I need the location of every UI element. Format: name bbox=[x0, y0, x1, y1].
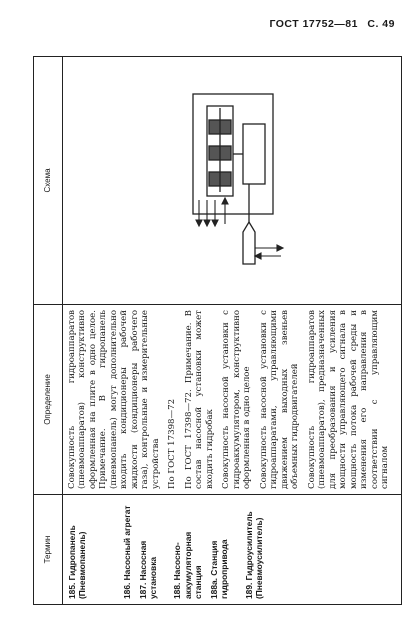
definition-185: Совокупность гидроаппаратов (пневмоаппаратов) конструктивно оформленная на плите в одно целое. Примечание. В гидропанель (пневмопанель) могут дополнительно входить кондиционеры рабочей жидкости (кондиционеры рабочего газа), контрольные и измерительные устройства bbox=[67, 310, 161, 489]
arrow-icon bbox=[277, 245, 283, 251]
definition-cell bbox=[63, 305, 402, 495]
term-188: 188. Насосно-аккумуляторная станция bbox=[172, 531, 203, 599]
definition-187: По ГОСТ 17398—72. Примечание. В состав насосной установки может входить гидробак bbox=[183, 310, 215, 489]
term-188a: 188а. Станция гидропривода bbox=[209, 539, 230, 599]
arrow-icon bbox=[196, 220, 202, 226]
term-189: 189. Гидроусилитель (Пневмоусилитель) bbox=[243, 511, 264, 599]
table-header-row bbox=[34, 57, 63, 605]
nozzle-shape bbox=[243, 222, 255, 264]
rotated-table bbox=[33, 57, 391, 605]
arrow-icon bbox=[255, 253, 261, 259]
header-scheme: Схема bbox=[34, 57, 63, 305]
page-number: С. 49 bbox=[367, 18, 395, 30]
term-185: 185. Гидропанель (Пневмопанель) bbox=[67, 525, 88, 599]
header-term: Термин bbox=[34, 495, 63, 605]
page-header bbox=[263, 18, 395, 30]
header-definition: Определение bbox=[34, 305, 63, 495]
term-cell bbox=[63, 495, 402, 605]
definition-189: Совокупность гидроаппаратов (пневмоаппаратов), предназначенных для преобразования и усиления мощности управляющего сигнала в мощность потока рабочей среды и изменения его направления в соответствии с управляющим сигналом bbox=[306, 310, 391, 489]
definition-186: По ГОСТ 17398—72 bbox=[167, 398, 178, 489]
standard-number: ГОСТ 17752—81 bbox=[269, 18, 358, 30]
arrow-icon bbox=[212, 220, 218, 226]
definition-188a: Совокупность насосной установки с гидроаппаратами, управляющими движением выходных звеньев объемных гидродвигателей bbox=[258, 310, 301, 489]
definition-188: Совокупность насосной установки с гидроаккумулятором, конструктивно оформленная в одно целое bbox=[221, 310, 253, 489]
terms-table bbox=[33, 56, 402, 605]
scheme-cell bbox=[63, 57, 402, 305]
lower-chamber bbox=[243, 124, 265, 184]
term-186: 186. Насосный агрегат bbox=[121, 505, 132, 599]
arrow-icon bbox=[204, 220, 210, 226]
rotated-table-wrapper bbox=[33, 57, 391, 605]
term-187: 187. Насосная установка bbox=[137, 540, 158, 599]
table-row bbox=[63, 57, 402, 605]
amplifier-schematic bbox=[185, 84, 295, 284]
arrow-icon bbox=[222, 198, 228, 204]
